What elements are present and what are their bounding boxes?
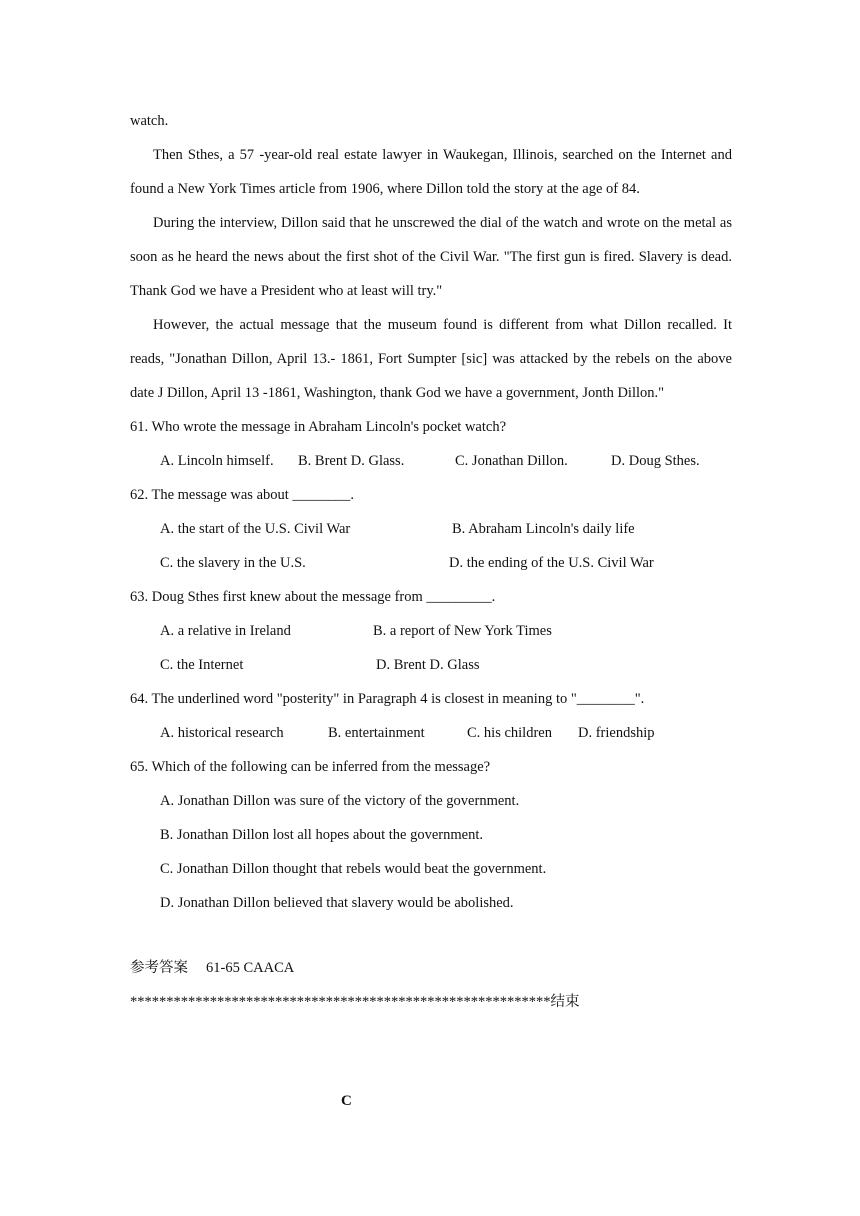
answer-value: 61-65 CAACA <box>206 960 295 976</box>
section-heading: C <box>341 1093 352 1109</box>
divider-stars: ********************************************************** <box>130 994 551 1010</box>
option-d: D. Jonathan Dillon believed that slavery would be abolished. <box>160 895 514 911</box>
question-63-options-row1 <box>130 614 732 648</box>
divider-end-label: 结束 <box>550 994 580 1010</box>
answer-label: 参考答案 <box>130 960 188 976</box>
option-d: D. the ending of the U.S. Civil War <box>449 555 654 571</box>
end-divider <box>130 985 732 1019</box>
option-d: D. Doug Sthes. <box>611 453 700 469</box>
option-a: A. the start of the U.S. Civil War <box>160 521 351 537</box>
passage-paragraph-0: watch. <box>130 113 169 129</box>
question-61-options <box>130 444 732 478</box>
passage-paragraph-3: However, the actual message that the museum found is different from what Dillon recalled. It reads, "Jonathan Dillon, April 13.- 1861, Fort Sumpter [sic] was attacked by the rebels on the above date J Dillon, April 13 -1861, Washington, thank God we have a government, Jonth Dillon." <box>130 317 732 401</box>
option-b: B. Jonathan Dillon lost all hopes about the government. <box>160 827 483 843</box>
question-62-options-row1 <box>130 512 732 546</box>
option-b: B. Abraham Lincoln's daily life <box>452 521 635 537</box>
option-d: D. Brent D. Glass <box>376 657 480 673</box>
option-c: C. the slavery in the U.S. <box>160 555 306 571</box>
passage-paragraph-2: During the interview, Dillon said that he unscrewed the dial of the watch and wrote on the metal as soon as he heard the news about the first shot of the Civil War. "The first gun is fired. Slavery is dead. Thank God we have a President who at least will try." <box>130 215 732 299</box>
document-page <box>130 104 732 1019</box>
option-a: A. historical research <box>160 725 284 741</box>
answer-key <box>130 951 732 985</box>
question-63-options-row2 <box>130 648 732 682</box>
option-a: A. Jonathan Dillon was sure of the victory of the government. <box>160 793 520 809</box>
question-62-options-row2 <box>130 546 732 580</box>
option-c: C. Jonathan Dillon. <box>455 453 568 469</box>
option-b: B. a report of New York Times <box>373 623 552 639</box>
question-64-options <box>130 716 732 750</box>
question-64-stem: 64. The underlined word "posterity" in Paragraph 4 is closest in meaning to "________". <box>130 691 645 707</box>
option-c: C. the Internet <box>160 657 244 673</box>
option-a: A. Lincoln himself. <box>160 453 274 469</box>
question-62-stem: 62. The message was about ________. <box>130 487 355 503</box>
question-65-stem: 65. Which of the following can be inferred from the message? <box>130 759 491 775</box>
question-61-stem: 61. Who wrote the message in Abraham Lincoln's pocket watch? <box>130 419 507 435</box>
option-b: B. Brent D. Glass. <box>298 453 405 469</box>
option-a: A. a relative in Ireland <box>160 623 291 639</box>
option-c: C. his children <box>467 725 552 741</box>
option-b: B. entertainment <box>328 725 425 741</box>
question-63-stem: 63. Doug Sthes first knew about the message from _________. <box>130 589 496 605</box>
option-c: C. Jonathan Dillon thought that rebels would beat the government. <box>160 861 547 877</box>
option-d: D. friendship <box>578 725 655 741</box>
passage-paragraph-1: Then Sthes, a 57 -year-old real estate lawyer in Waukegan, Illinois, searched on the Internet and found a New York Times article from 1906, where Dillon told the story at the age of 84. <box>130 147 732 197</box>
